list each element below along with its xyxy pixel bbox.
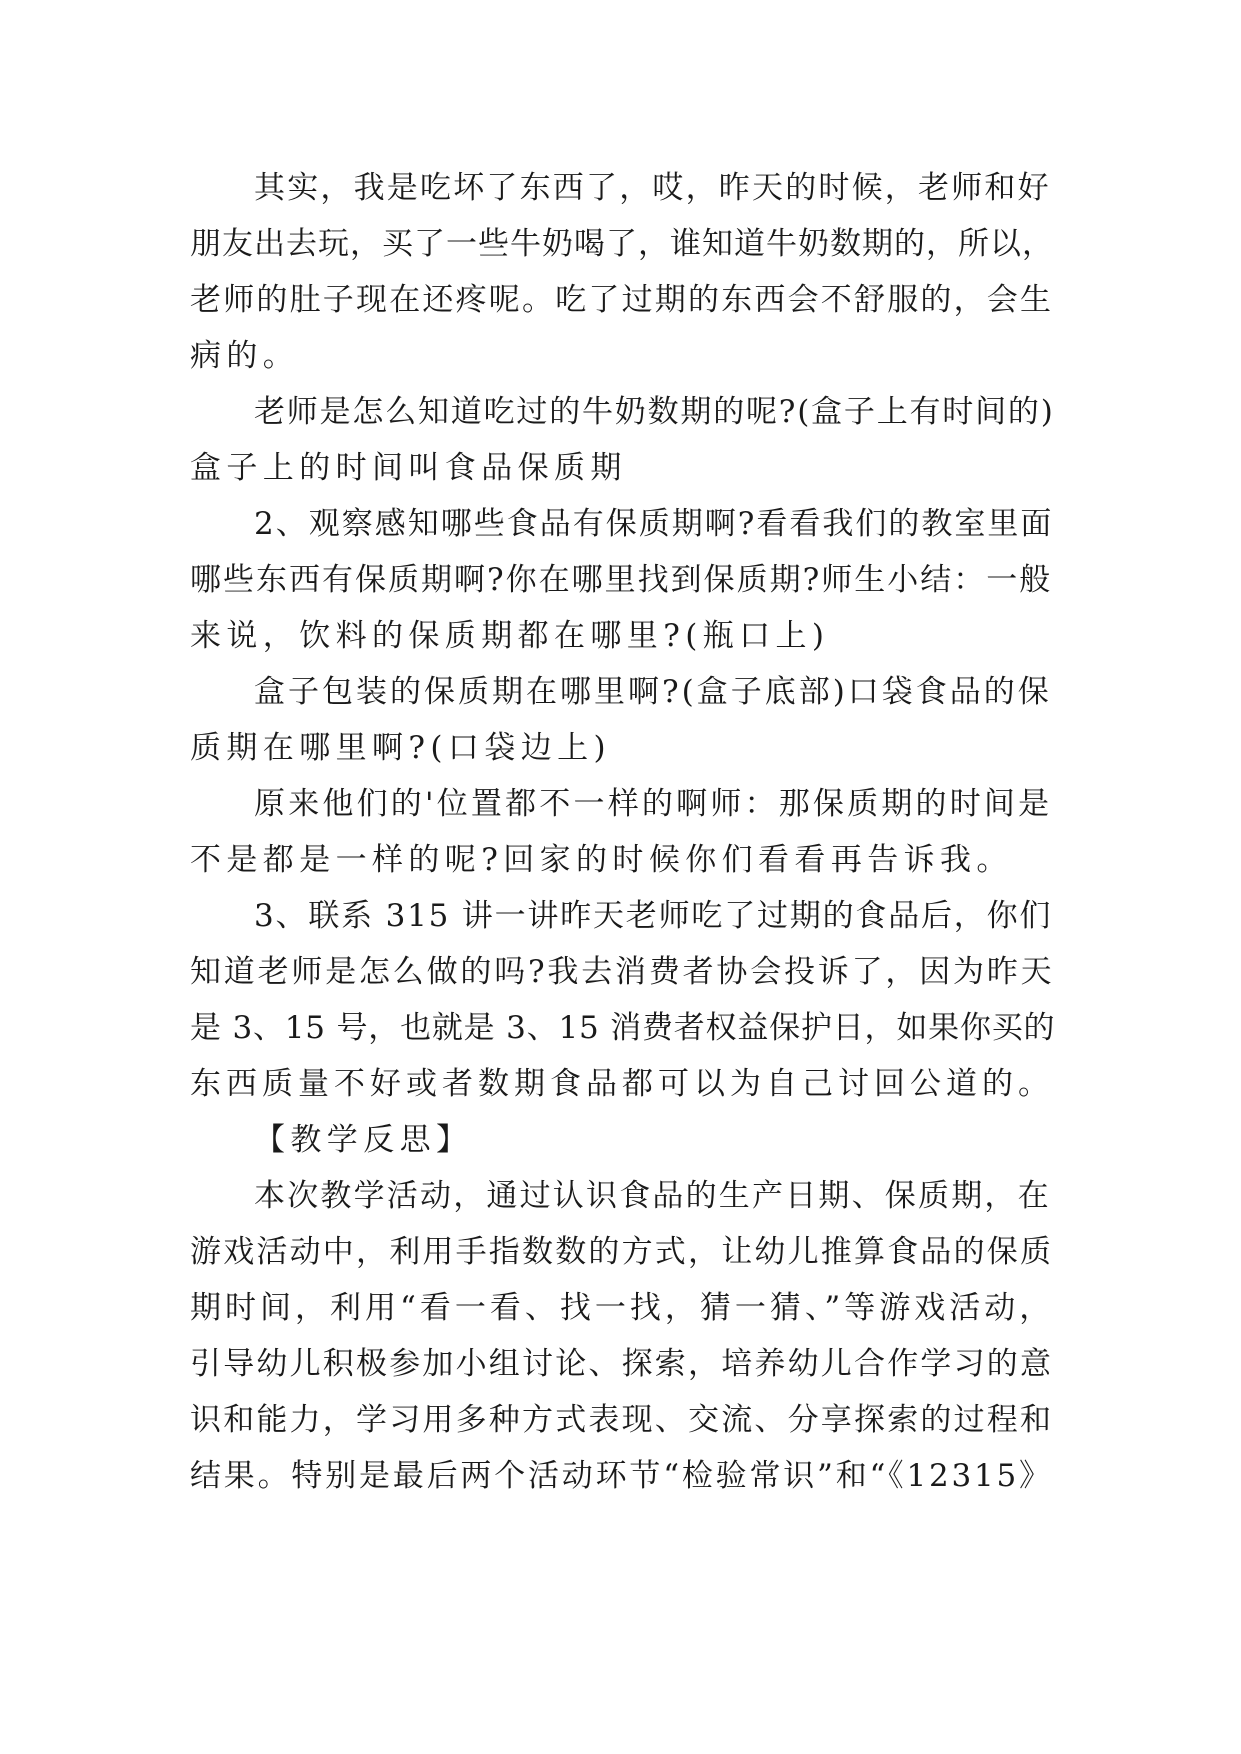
text-line: 来说，饮料的保质期都在哪里?(瓶口上) xyxy=(190,618,830,654)
text-line: 本次教学活动，通过认识食品的生产日期、保质期，在 xyxy=(254,1178,1051,1214)
text-line: 识和能力，学习用多种方式表现、交流、分享探索的过程和 xyxy=(190,1402,1054,1438)
text-line: 质期在哪里啊?(口袋边上) xyxy=(190,730,612,766)
text-line: 盒子上的时间叫食品保质期 xyxy=(190,450,627,486)
text-line: 引导幼儿积极参加小组讨论、探索，培养幼儿合作学习的意 xyxy=(190,1346,1054,1382)
text-line: 不是都是一样的呢?回家的时候你们看看再告诉我。 xyxy=(190,842,1013,878)
text-line: 原来他们的'位置都不一样的啊师：那保质期的时间是 xyxy=(254,786,1053,822)
text-line: 是 3、15 号，也就是 3、15 消费者权益保护日，如果你买的 xyxy=(190,1010,1056,1046)
text-line: 病的。 xyxy=(190,338,300,374)
section-heading: 【教学反思】 xyxy=(254,1122,473,1158)
text-line: 老师的肚子现在还疼呢。吃了过期的东西会不舒服的，会生 xyxy=(190,282,1054,318)
document-page xyxy=(190,160,1055,1504)
text-line: 3、联系 315 讲一讲昨天老师吃了过期的食品后，你们 xyxy=(254,898,1053,934)
text-line: 2、观察感知哪些食品有保质期啊?看看我们的教室里面 xyxy=(254,506,1054,542)
text-line: 哪些东西有保质期啊?你在哪里找到保质期?师生小结：一般 xyxy=(190,562,1053,598)
text-line: 结果。特别是最后两个活动环节“检验常识”和“《12315》 xyxy=(190,1458,1053,1494)
text-line: 盒子包装的保质期在哪里啊?(盒子底部)口袋食品的保 xyxy=(254,674,1052,710)
text-line: 知道老师是怎么做的吗?我去消费者协会投诉了，因为昨天 xyxy=(190,954,1055,990)
text-line: 朋友出去玩，买了一些牛奶喝了，谁知道牛奶数期的，所以， xyxy=(190,226,1054,262)
text-line: 游戏活动中，利用手指数数的方式，让幼儿推算食品的保质 xyxy=(190,1234,1054,1270)
text-line: 东西质量不好或者数期食品都可以为自己讨回公道的。 xyxy=(190,1066,1054,1102)
text-line: 其实，我是吃坏了东西了，哎，昨天的时候，老师和好 xyxy=(254,170,1051,206)
text-line: 期时间，利用“看一看、找一找，猜一猜、”等游戏活动， xyxy=(190,1290,1055,1326)
text-line: 老师是怎么知道吃过的牛奶数期的呢?(盒子上有时间的) xyxy=(254,394,1055,430)
